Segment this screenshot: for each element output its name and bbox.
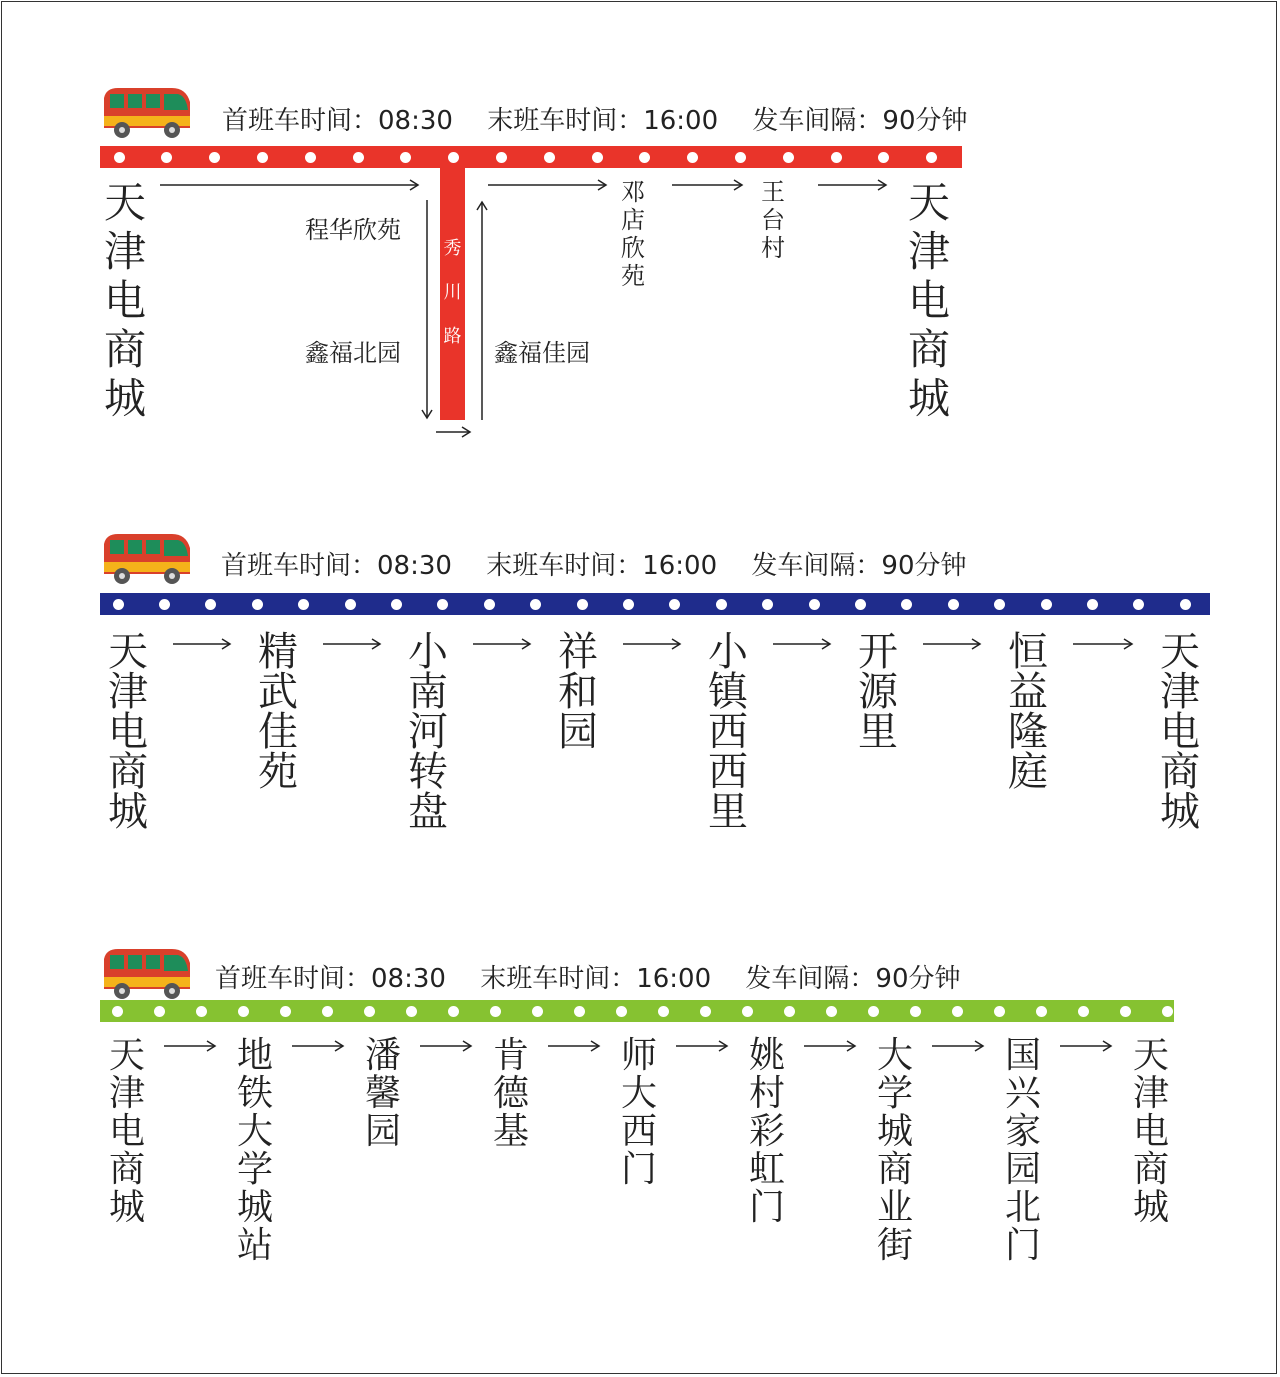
stop-dot [391, 599, 402, 610]
stop-char: 商 [103, 325, 146, 374]
stop-char: 园 [558, 709, 598, 755]
arrow-right-icon [173, 636, 233, 652]
stop-char: 商 [1132, 1149, 1169, 1190]
stop-char: 德 [492, 1073, 529, 1114]
stop-dot [112, 1006, 123, 1017]
stop-dot [868, 1006, 879, 1017]
arrow-down-icon [419, 200, 435, 422]
stop-char: 天 [108, 629, 148, 675]
last-bus-time: 末班车时间：16:00 [480, 964, 712, 994]
stop-char: 商 [108, 749, 148, 795]
bus-interval: 发车间隔：90分钟 [751, 551, 967, 581]
stop-dot [577, 599, 588, 610]
stop-char: 学 [876, 1073, 913, 1114]
stop-char: 商 [1160, 749, 1200, 795]
stop-dot [910, 1006, 921, 1017]
stop-dot [345, 599, 356, 610]
arrow-right-icon [804, 1038, 858, 1054]
stop-dot [639, 152, 650, 163]
stop-char: 祥 [558, 629, 598, 675]
stop-dot [592, 152, 603, 163]
stop-dot [926, 152, 937, 163]
stop-char: 门 [1004, 1225, 1041, 1266]
stop-dot [484, 599, 495, 610]
stop-dot [114, 152, 125, 163]
stop-char: 村 [748, 1073, 785, 1114]
stop-char: 天 [108, 1035, 145, 1076]
stop-dot [161, 152, 172, 163]
stop-dot [623, 599, 634, 610]
stop-dot [1078, 1006, 1089, 1017]
stop-char: 苑 [621, 262, 645, 290]
stop-6 [744, 1037, 790, 1227]
stop-dot [544, 152, 555, 163]
stop-char: 天 [103, 178, 146, 227]
stop-char: 城 [1132, 1187, 1169, 1228]
stop-char: 津 [103, 227, 146, 276]
stop-char: 商 [108, 1149, 145, 1190]
stop-char: 电 [103, 276, 146, 325]
stop-dot [406, 1006, 417, 1017]
stop-char: 天 [907, 178, 950, 227]
stop-char: 肯 [492, 1035, 529, 1076]
road-char: 路 [443, 326, 462, 347]
stop-char: 小 [708, 629, 748, 675]
stop-char: 西 [708, 749, 748, 795]
stop-dot [280, 1006, 291, 1017]
route-line [100, 593, 1210, 615]
stop-char: 电 [907, 276, 950, 325]
stop-dot [154, 1006, 165, 1017]
stop-char: 园 [364, 1111, 401, 1152]
stop-char: 城 [236, 1187, 273, 1228]
road-char: 川 [443, 282, 462, 303]
stop-dot [901, 599, 912, 610]
stop-dot [700, 1006, 711, 1017]
stop-char: 苑 [258, 749, 298, 795]
stop-dot [496, 152, 507, 163]
stop-char: 隆 [1008, 709, 1048, 755]
stop-char: 城 [103, 374, 146, 423]
stop-dot [113, 599, 124, 610]
stop-char: 天 [1160, 629, 1200, 675]
branch-road-label [440, 234, 465, 366]
stop-char: 师 [620, 1035, 657, 1076]
stop-char: 津 [907, 227, 950, 276]
stop-5 [616, 1037, 662, 1189]
stop-dot [716, 599, 727, 610]
stop-dot [735, 152, 746, 163]
stop-char: 彩 [748, 1111, 785, 1152]
stop-char: 天 [1132, 1035, 1169, 1076]
stop-char: 村 [761, 234, 785, 262]
stop-char: 和 [558, 669, 598, 715]
stop-char: 电 [1132, 1111, 1169, 1152]
stop-char: 邓 [621, 178, 645, 206]
stop-char: 姚 [748, 1035, 785, 1076]
stop-dot [783, 152, 794, 163]
arrow-right-icon [932, 1038, 986, 1054]
stop-dot [831, 152, 842, 163]
stop-dot [1087, 599, 1098, 610]
stop-3 [360, 1037, 406, 1151]
route-line [100, 1000, 1174, 1022]
stop-char: 国 [1004, 1035, 1041, 1076]
arrow-up-icon [474, 198, 490, 420]
stop-after-2 [750, 178, 796, 262]
arrow-right-icon [164, 1038, 218, 1054]
stop-dot [437, 599, 448, 610]
stop-dot [1041, 599, 1052, 610]
stop-4 [555, 629, 601, 755]
stop-dot [574, 1006, 585, 1017]
stop-char: 业 [876, 1187, 913, 1228]
stop-char: 欣 [621, 234, 645, 262]
bus-interval: 发车间隔：90分钟 [752, 106, 968, 136]
stop-8 [1157, 629, 1203, 835]
stop-char: 津 [108, 669, 148, 715]
stop-dot [448, 1006, 459, 1017]
stop-9 [1128, 1037, 1174, 1227]
stop-dot [238, 1006, 249, 1017]
stop-char: 街 [876, 1225, 913, 1266]
last-bus-time: 末班车时间：16:00 [487, 106, 719, 136]
arrow-right-icon [488, 177, 610, 193]
stop-char: 城 [108, 789, 148, 835]
stop-char: 电 [108, 1111, 145, 1152]
stop-char: 西 [708, 709, 748, 755]
stop-dot [448, 152, 459, 163]
stop-dot [298, 599, 309, 610]
stop-dot [1180, 599, 1191, 610]
stop-dot [1162, 1006, 1173, 1017]
bus-icon [100, 945, 192, 1001]
stop-char: 台 [761, 206, 785, 234]
stop-dot [322, 1006, 333, 1017]
stop-dot [205, 599, 216, 610]
stop-char: 学 [236, 1149, 273, 1190]
stop-dot [994, 599, 1005, 610]
stop-dot [878, 152, 889, 163]
first-bus-time: 首班车时间：08:30 [221, 551, 452, 581]
arrow-right-icon [623, 636, 683, 652]
stop-char: 武 [258, 669, 298, 715]
last-bus-time: 末班车时间：16:00 [486, 551, 718, 581]
stop-dot [530, 599, 541, 610]
stop-dot [855, 599, 866, 610]
stop-char: 门 [748, 1187, 785, 1228]
stop-char: 店 [621, 206, 645, 234]
stop-dot [658, 1006, 669, 1017]
stop-char: 津 [1160, 669, 1200, 715]
stop-char: 恒 [1008, 629, 1048, 675]
stop-char: 津 [108, 1073, 145, 1114]
stop-dot [994, 1006, 1005, 1017]
stop-char: 镇 [708, 669, 748, 715]
stop-char: 铁 [236, 1073, 273, 1114]
first-bus-time: 首班车时间：08:30 [215, 964, 446, 994]
arrow-right-icon [676, 1038, 730, 1054]
stop-5 [705, 629, 751, 835]
stop-char: 开 [858, 629, 898, 675]
stop-dot [826, 1006, 837, 1017]
stop-7 [872, 1037, 918, 1265]
stop-7 [1005, 629, 1051, 795]
stop-char: 电 [1160, 709, 1200, 755]
arrow-right-icon [160, 177, 422, 193]
stop-2 [232, 1037, 278, 1265]
stop-char: 电 [108, 709, 148, 755]
stop-char: 商 [876, 1149, 913, 1190]
stop-dot [784, 1006, 795, 1017]
stop-char: 站 [236, 1225, 273, 1266]
stop-char: 潘 [364, 1035, 401, 1076]
stop-dot [532, 1006, 543, 1017]
arrow-right-icon [923, 636, 983, 652]
stop-8 [1000, 1037, 1046, 1265]
stop-char: 益 [1008, 669, 1048, 715]
arrow-right-icon [1060, 1038, 1114, 1054]
arrow-right-icon [672, 177, 746, 193]
stop-char: 王 [761, 178, 785, 206]
stop-dot [400, 152, 411, 163]
stop-dot [762, 599, 773, 610]
stop-1 [105, 629, 151, 835]
stop-dot [490, 1006, 501, 1017]
stop-char: 城 [108, 1187, 145, 1228]
arrow-right-icon [818, 177, 890, 193]
bus-interval: 发车间隔：90分钟 [745, 964, 961, 994]
stop-4 [488, 1037, 534, 1151]
stop-char: 城 [876, 1111, 913, 1152]
arrow-right-icon [323, 636, 383, 652]
stop-dot [669, 599, 680, 610]
stop-char: 小 [408, 629, 448, 675]
road-char: 秀 [443, 238, 462, 259]
stop-dot [742, 1006, 753, 1017]
stop-3 [405, 629, 451, 835]
arrow-right-icon [292, 1038, 346, 1054]
bus-icon [100, 84, 192, 140]
stop-dot [948, 599, 959, 610]
stop-dot [952, 1006, 963, 1017]
stop-after-1 [610, 178, 656, 290]
stop-dot [809, 599, 820, 610]
stop-start [102, 178, 148, 423]
stop-char: 里 [858, 709, 898, 755]
stop-char: 转 [408, 749, 448, 795]
stop-end [906, 178, 952, 423]
stop-dot [159, 599, 170, 610]
stop-char: 北 [1004, 1187, 1041, 1228]
stop-dot [252, 599, 263, 610]
arrow-right-icon [420, 1038, 474, 1054]
stop-char: 城 [907, 374, 950, 423]
arrow-right-icon [548, 1038, 602, 1054]
stop-char: 大 [876, 1035, 913, 1076]
arrow-right-icon [436, 424, 474, 440]
stop-char: 佳 [258, 709, 298, 755]
stop-dot [687, 152, 698, 163]
bus-icon [100, 530, 192, 586]
stop-char: 河 [408, 709, 448, 755]
stop-branch-right-1: 鑫福佳园 [494, 339, 590, 367]
stop-char: 虹 [748, 1149, 785, 1190]
stop-char: 家 [1004, 1111, 1041, 1152]
stop-branch-left-1: 程华欣苑 [305, 216, 401, 244]
stop-char: 园 [1004, 1149, 1041, 1190]
stop-dot [1120, 1006, 1131, 1017]
stop-char: 盘 [408, 789, 448, 835]
stop-dot [364, 1006, 375, 1017]
stop-char: 门 [620, 1149, 657, 1190]
stop-char: 西 [620, 1111, 657, 1152]
arrow-right-icon [1073, 636, 1135, 652]
arrow-right-icon [473, 636, 533, 652]
arrow-right-icon [773, 636, 833, 652]
stop-char: 基 [492, 1111, 529, 1152]
stop-char: 南 [408, 669, 448, 715]
stop-dot [353, 152, 364, 163]
stop-char: 精 [258, 629, 298, 675]
stop-char: 津 [1132, 1073, 1169, 1114]
stop-dot [305, 152, 316, 163]
stop-char: 源 [858, 669, 898, 715]
stop-2 [255, 629, 301, 795]
stop-char: 兴 [1004, 1073, 1041, 1114]
stop-branch-left-2: 鑫福北园 [305, 339, 401, 367]
stop-char: 商 [907, 325, 950, 374]
stop-char: 地 [236, 1035, 273, 1076]
stop-char: 里 [708, 789, 748, 835]
stop-dot [1133, 599, 1144, 610]
stop-char: 馨 [364, 1073, 401, 1114]
stop-1 [104, 1037, 150, 1227]
stop-char: 城 [1160, 789, 1200, 835]
stop-dot [209, 152, 220, 163]
first-bus-time: 首班车时间：08:30 [222, 106, 453, 136]
stop-dot [196, 1006, 207, 1017]
stop-char: 大 [620, 1073, 657, 1114]
stop-dot [616, 1006, 627, 1017]
stop-6 [855, 629, 901, 755]
stop-char: 庭 [1008, 749, 1048, 795]
stop-char: 大 [236, 1111, 273, 1152]
stop-dot [257, 152, 268, 163]
route-line [100, 146, 962, 168]
stop-dot [1036, 1006, 1047, 1017]
